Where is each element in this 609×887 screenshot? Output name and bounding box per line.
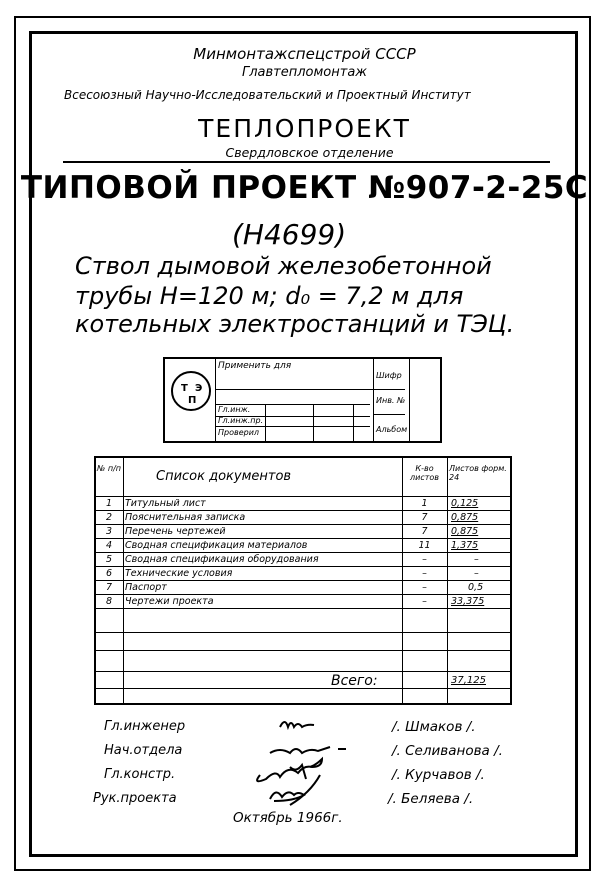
- total-value: 37,125: [451, 675, 486, 686]
- approval-stamp: [163, 357, 442, 443]
- checked-label: Проверил: [218, 428, 260, 437]
- date: Октябрь 1966г.: [233, 810, 343, 826]
- institute-logo-icon: Т Э П: [171, 371, 211, 411]
- header-num: № п/п: [96, 464, 122, 473]
- header-qty: К-во листов: [410, 464, 439, 482]
- project-description-3: котельных электростанций и ТЭЦ.: [75, 310, 515, 338]
- branch: Свердловское отделение: [225, 145, 394, 160]
- sig-role-chief-engineer: Гл.инженер: [104, 719, 186, 734]
- ministry: Минмонтажспецстрой СССР: [193, 45, 416, 63]
- album-label: Альбом: [376, 425, 408, 434]
- documents-table: № п/п Список документов К-во листов Листов форм. 24 1 Титульный лист 1 0,125 2 Пояснительная записка 7 0,875 3 Перечень чертежей 7 0,875 4 Сводная спецификация материалов 11 1,375 5 Сводная спецификация оборудования – – 6 Технические условия – – 7 Паспорт – 0,5 8 Чертежи проекта – 33,375 Всего: 37,125: [94, 456, 512, 705]
- sig-role-chief-designer: Гл.констр.: [104, 767, 176, 782]
- header-title: Список документов: [156, 469, 292, 484]
- sig-name-selivanova: /. Селиванова /.: [392, 743, 503, 759]
- chief-engineer-label: Гл.инж.: [218, 405, 251, 414]
- project-description-2: трубы Н=120 м; d₀ = 7,2 м для: [75, 282, 464, 310]
- inventory-label: Инв. №: [376, 396, 406, 405]
- handwritten-signatures: [230, 705, 380, 815]
- sig-name-belyaeva: /. Беляева /.: [388, 791, 474, 807]
- project-title: ТИПОВОЙ ПРОЕКТ №907-2-25С: [20, 170, 589, 206]
- chief-engineer-project-label: Гл.инж.пр.: [218, 416, 264, 425]
- cipher-label: Шифр: [376, 371, 402, 380]
- department: Главтепломонтаж: [241, 65, 368, 80]
- sig-role-dept-head: Нач.отдела: [104, 743, 183, 758]
- project-code: (Н4699): [232, 218, 347, 251]
- header-divider: [63, 161, 550, 163]
- institute: Всесоюзный Научно-Исследовательский и Проектный Институт: [64, 88, 471, 102]
- institute-name: ТЕПЛОПРОЕКТ: [198, 114, 411, 143]
- apply-for-label: Применить для: [218, 361, 292, 371]
- sig-name-kurchavov: /. Курчавов /.: [392, 767, 485, 783]
- header-sheets: Листов форм. 24: [449, 464, 507, 482]
- project-description-1: Ствол дымовой железобетонной: [75, 252, 492, 280]
- total-label: Всего:: [331, 673, 378, 689]
- sig-name-shmakov: /. Шмаков /.: [392, 719, 476, 735]
- sig-role-project-lead: Рук.проекта: [93, 791, 177, 806]
